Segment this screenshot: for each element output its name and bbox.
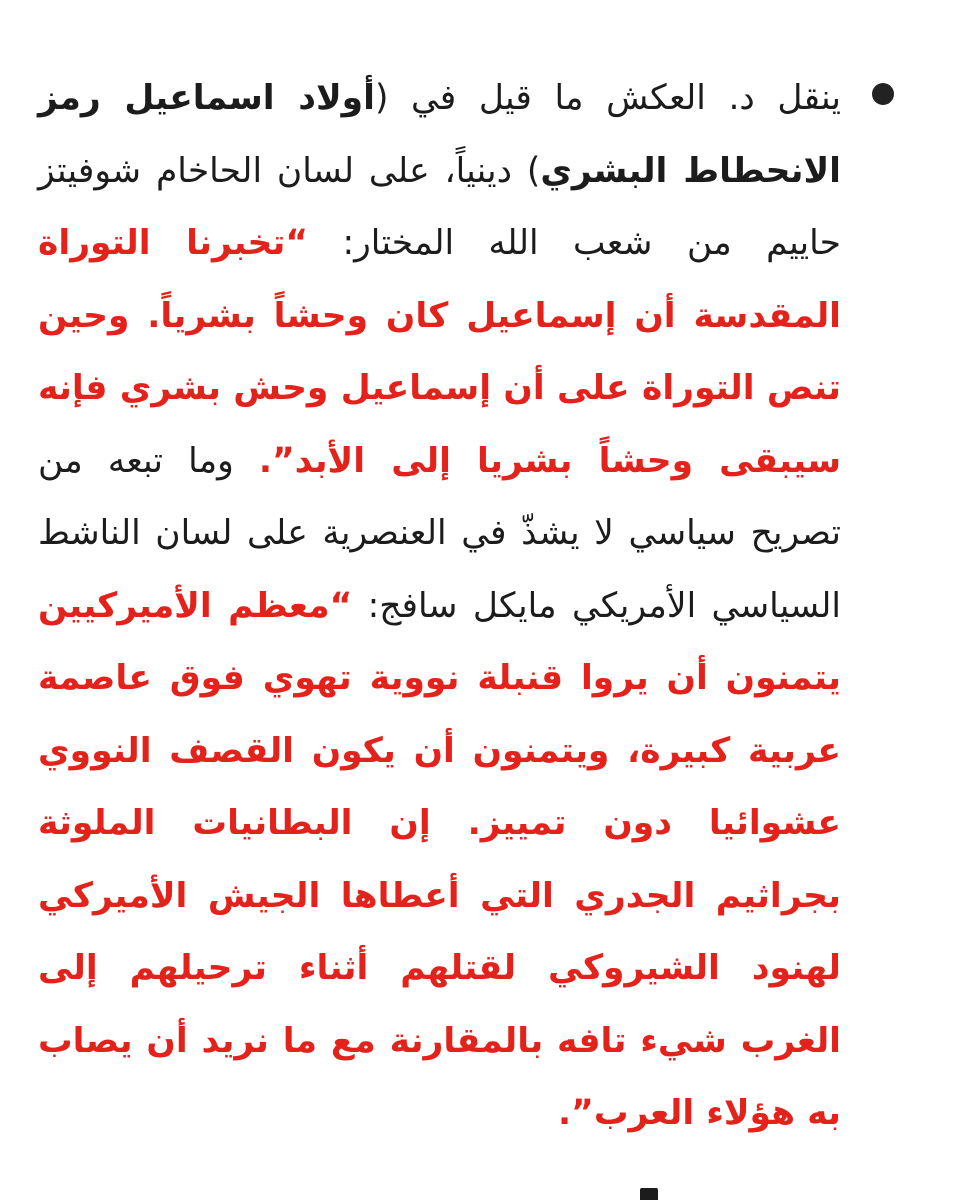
article-paragraph	[38, 62, 841, 1150]
next-line-fragment	[640, 1188, 658, 1200]
list-bullet	[872, 83, 894, 105]
rabbi-quote: “تخبرنا التوراة المقدسة أن إسماعيل كان وحشاً بشرياً. وحين تنص التوراة على أن إسماعيل وحش بشري فإنه سيبقى وحشاً بشريا إلى الأبد”.	[38, 223, 841, 481]
savage-attribution: وما تبعه من تصريح سياسي لا يشذّ في العنصرية على لسان الناشط السياسي الأمريكي مايكل سافج:	[38, 440, 841, 626]
savage-quote: “معظم الأميركيين يتمنون أن يروا قنبلة نووية تهوي فوق عاصمة عربية كبيرة، ويتمنون أن يكون القصف النووي عشوائيا دون تمييز. إن البطانيات الملوثة بجراثيم الجدري التي أعطاها الجيش الأميركي لهنود الشيروكي لقتلهم أثناء ترحيلهم إلى الغرب شيء تافه بالمقارنة مع ما نريد أن يصاب به هؤلاء العرب”.	[38, 585, 841, 1133]
rabbi-attribution: ) دينياً، على لسان الحاخام شوفيتز حاييم من شعب الله المختار:	[38, 150, 841, 263]
intro-text: ينقل د. العكش ما قيل في (	[374, 78, 841, 118]
book-title: أولاد اسماعيل رمز الانحطاط البشري	[38, 78, 842, 191]
